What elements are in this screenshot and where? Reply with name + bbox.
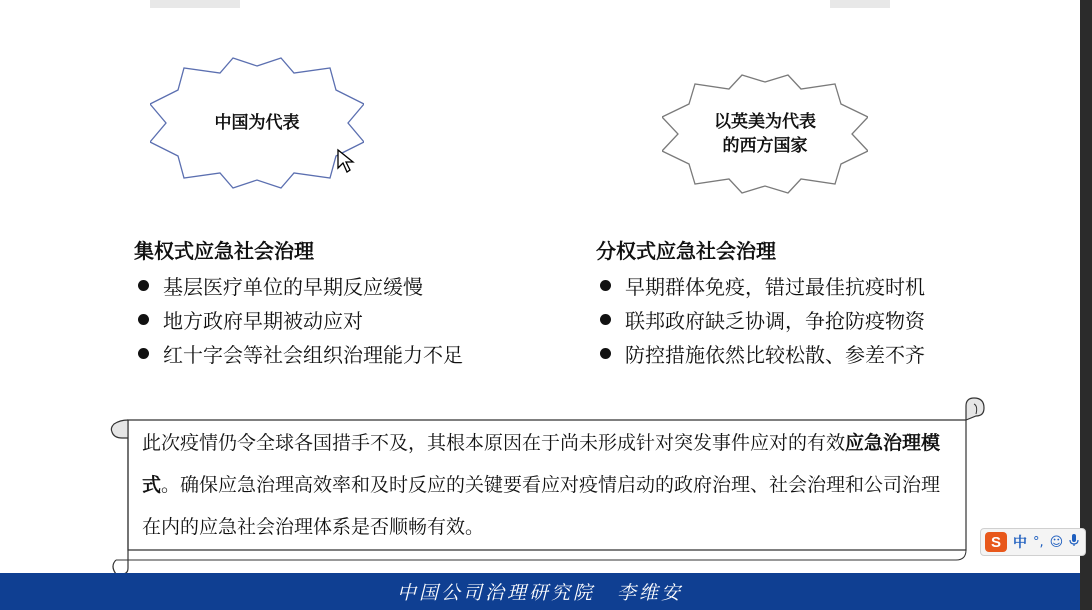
bullet-icon: [600, 280, 611, 291]
top-edge-fragment: [150, 0, 240, 8]
left-column: [134, 234, 554, 370]
right-badge-label: 以英美为代表 的西方国家: [714, 112, 816, 156]
bullet-icon: [600, 314, 611, 325]
bullet-icon: [138, 280, 149, 291]
mouse-cursor-icon: [336, 148, 356, 178]
list-item: 防控措施依然比较松散、参差不齐: [596, 336, 1036, 370]
footer-banner: [0, 573, 1080, 610]
bullet-icon: [138, 348, 149, 359]
list-item: 早期群体免疫，错过最佳抗疫时机: [596, 268, 1036, 302]
bullet-icon: [600, 348, 611, 359]
scroll-banner: [108, 394, 988, 576]
list-item: 地方政府早期被动应对: [134, 302, 554, 336]
ime-toolbar[interactable]: [980, 528, 1086, 556]
ime-punctuation-toggle[interactable]: °,: [1033, 534, 1044, 550]
left-star-badge: [150, 52, 364, 194]
ime-mode-toggle[interactable]: 中: [1013, 535, 1027, 551]
window-edge: [1080, 0, 1092, 610]
list-item: 基层医疗单位的早期反应缓慢: [134, 268, 554, 302]
left-badge-label: 中国为代表: [214, 113, 300, 133]
microphone-icon[interactable]: [1069, 533, 1079, 551]
footer-text: 中国公司治理研究院 李维安: [396, 582, 683, 604]
smiley-icon[interactable]: ☺: [1049, 534, 1064, 550]
ime-logo-icon[interactable]: S: [985, 532, 1007, 552]
right-column: [596, 234, 1036, 370]
right-column-title: 分权式应急社会治理: [596, 239, 776, 263]
bullet-icon: [138, 314, 149, 325]
list-item: 联邦政府缺乏协调，争抢防疫物资: [596, 302, 1036, 336]
list-item: 红十字会等社会组织治理能力不足: [134, 336, 554, 370]
top-edge-fragment: [830, 0, 890, 8]
left-column-title: 集权式应急社会治理: [134, 239, 314, 263]
scroll-paragraph: 此次疫情仍令全球各国措手不及，其根本原因在于尚未形成针对突发事件应对的有效应急治理模式。确保应急治理高效率和及时反应的关键要看应对疫情启动的政府治理、社会治理和公司治理在内的应急社会治理体系是否顺畅有效。: [142, 432, 941, 538]
right-star-badge: [662, 70, 868, 198]
